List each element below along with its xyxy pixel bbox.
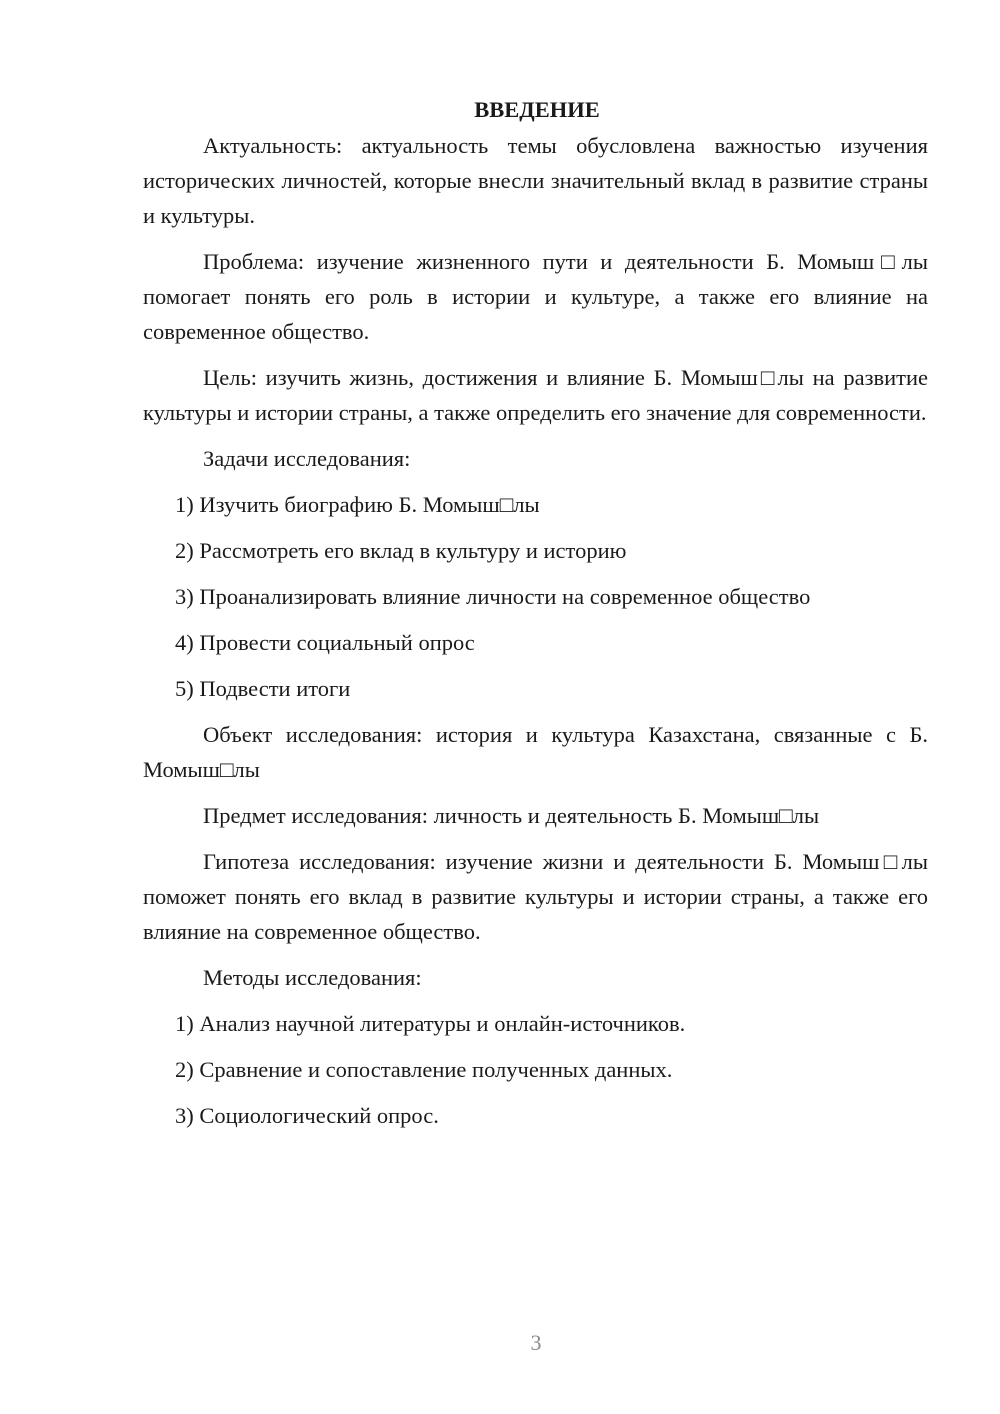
list-item: 3) Социологический опрос. [175, 1103, 439, 1128]
subject-paragraph: Предмет исследования: личность и деятельность Б. Момыш□лы [203, 803, 820, 828]
tasks-list [143, 487, 928, 706]
methods-heading: Методы исследования: [203, 965, 422, 990]
page-number: 3 [530, 1330, 542, 1355]
methods-list [143, 1006, 928, 1133]
relevance-paragraph: Актуальность: актуальность темы обусловлена важностью изучения исторических личностей, которые внесли значительный вклад в развитие страны и культуры. [143, 133, 928, 228]
list-item: 3) Проанализировать влияние личности на современное общество [175, 584, 811, 609]
tasks-heading: Задачи исследования: [203, 446, 411, 471]
page-title: ВВЕДЕНИЕ [474, 97, 600, 122]
goal-paragraph: Цель: изучить жизнь, достижения и влияние Б. Момыш□лы на развитие культуры и истории страны, а также определить его значение для современности. [143, 365, 928, 425]
list-item: 5) Подвести итоги [175, 676, 351, 701]
problem-paragraph: Проблема: изучение жизненного пути и деятельности Б. Момыш□лы помогает понять его роль в истории и культуре, а также его влияние на современное общество. [143, 249, 928, 344]
hypothesis-paragraph: Гипотеза исследования: изучение жизни и деятельности Б. Момыш□лы поможет понять его вклад в развитие культуры и истории страны, а также его влияние на современное общество. [143, 849, 928, 944]
list-item: 2) Рассмотреть его вклад в культуру и историю [175, 538, 627, 563]
list-item: 1) Изучить биографию Б. Момыш□лы [175, 492, 540, 517]
list-item: 1) Анализ научной литературы и онлайн-источников. [175, 1011, 686, 1036]
list-item: 4) Провести социальный опрос [175, 630, 475, 655]
document-page [143, 92, 928, 1144]
object-paragraph: Объект исследования: история и культура Казахстана, связанные с Б. Момыш□лы [143, 722, 928, 782]
list-item: 2) Сравнение и сопоставление полученных данных. [175, 1057, 673, 1082]
